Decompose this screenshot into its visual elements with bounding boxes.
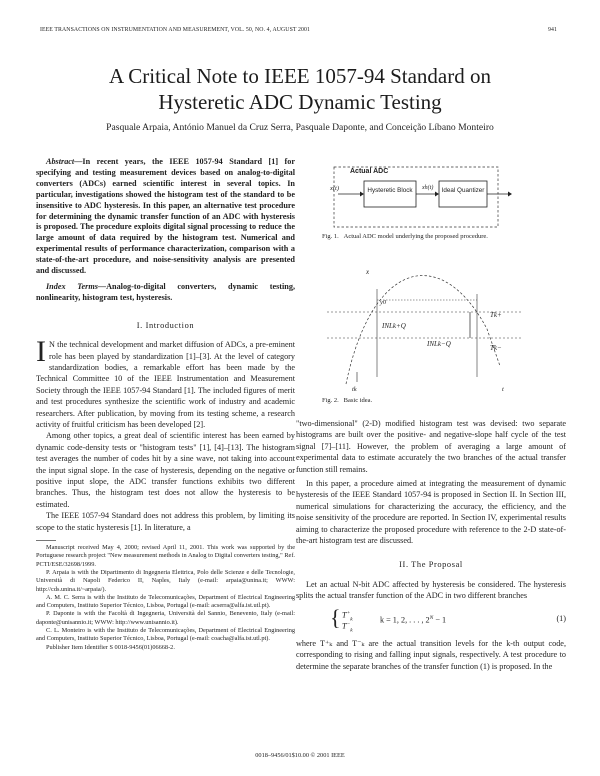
equation-number: (1) bbox=[556, 613, 566, 623]
copyright-footer: 0018–9456/01$10.00 © 2001 IEEE bbox=[255, 752, 345, 759]
right-column bbox=[296, 418, 566, 672]
figure-2-diagram bbox=[322, 254, 554, 394]
journal-header: IEEE TRANSACTIONS ON INSTRUMENTATION AND MEASUREMENT, VOL. 50, NO. 4, AUGUST 2001 bbox=[40, 27, 310, 33]
equation-brace: { bbox=[330, 604, 341, 630]
index-terms bbox=[36, 282, 295, 304]
section-heading-proposal: II. The Proposal bbox=[399, 560, 463, 570]
footnote: P. Arpaia is with the Dipartimento di Ingegneria Elettrica, Polo delle Scienze e delle Tecnologie, Università di Napoli Federico II, Naples, Italy (e-mail: arpaia@unina.it; WWW: http://cds.unina.it/~arpaia/). bbox=[36, 568, 295, 593]
fig2-y0-label: y0 bbox=[380, 299, 387, 306]
eq-minus: − 1 bbox=[435, 615, 447, 625]
page-number: 941 bbox=[548, 27, 557, 33]
author-list: Pasquale Arpaia, António Manuel da Cruz Serra, Pasquale Daponte, and Conceição Líbano Monteiro bbox=[106, 122, 494, 133]
input-arrowhead bbox=[360, 192, 364, 197]
fig1-caption-number: Fig. 1. bbox=[322, 233, 339, 240]
ideal-quantizer-block bbox=[439, 181, 487, 207]
fig2-caption-text: Basic idea. bbox=[343, 397, 373, 404]
ideal-quantizer-label: Ideal Quantizer bbox=[441, 187, 485, 194]
proposal-paragraph-1: Let an actual N-bit ADC affected by hysteresis be considered. The hysteresis splits the actual transfer function of the ADC in two different branches bbox=[296, 579, 566, 601]
section-heading-introduction: I. Introduction bbox=[136, 320, 195, 330]
footnotes bbox=[36, 544, 295, 652]
intro-paragraph-5: In this paper, a procedure aimed at integrating the measurement of dynamic hysteresis of the IEEE Standard 1057-94 is proposed in Section II. In Section III, numerical simulations for characterizing the accuracy, the efficiency, and the noise sensitivity of the procedure are reported. In Section IV, experimental results aiming to characterize the proposed procedure with reference to the 2-D state-of-the-art histogram test are discussed. bbox=[296, 479, 566, 546]
fig1-mid-label: xh(t) bbox=[422, 185, 434, 191]
fig2-inl-lower-label: INLk−Q bbox=[427, 340, 451, 348]
middle-arrowhead bbox=[435, 192, 439, 197]
intro-paragraph-1 bbox=[36, 335, 295, 430]
fig2-caption-number: Fig. 2. bbox=[322, 397, 339, 404]
footnote-rule bbox=[36, 540, 56, 541]
fig2-t-label: t bbox=[502, 386, 504, 393]
hysteretic-block-label: Hysteretic Block bbox=[367, 187, 413, 194]
fig2-tk-label: tk bbox=[352, 386, 357, 393]
footnote: Manuscript received May 4, 2000; revised April 11, 2001. This work was supported by the Portuguese research project "New measurement methods in Analog to Digital converters testing," Ref. PCTI/ESE/32698/1999. bbox=[36, 544, 295, 568]
fig2-x-label: x bbox=[366, 268, 370, 276]
abstract-label: Abstract— bbox=[46, 157, 83, 166]
figure-1-diagram bbox=[322, 157, 552, 239]
drop-cap: I bbox=[36, 335, 46, 369]
index-terms-text: Analog-to-digital converters, dynamic testing, nonlinearity, histogram test, hysteresis. bbox=[36, 281, 296, 302]
hysteretic-block bbox=[364, 181, 416, 207]
fig1-title: Actual ADC bbox=[350, 168, 389, 175]
index-terms-label: Index Terms— bbox=[46, 281, 107, 291]
footnote: C. L. Monteiro is with the Instituto de Telecomunicações, Department of Electrical Engineering and Computers, Instituto Superior Técnico, Lisboa, Portugal (e-mail: coacha@alfa.ist.utl.pt). bbox=[36, 627, 295, 643]
abstract bbox=[36, 157, 295, 277]
proposal-paragraph-2: where T⁺ₖ and T⁻ₖ are the actual transition levels for the k-th output code, corresponding to rising and falling input signals, respectively. A test procedure to determine the separate branches of the transfer function (1) is proposed. In the bbox=[296, 638, 566, 671]
intro-paragraph-1-text: N the technical development and market diffusion of ADCs, a pre-eminent role has been played by standardization [1]–[3]. At the level of category standardization bodies, a remarkable effort has been made by the Technical Committee 10 of the IEEE Instrumentation and Measurement Society through the IEEE 1057-94 Standard [1]. The included figures of merit and test procedures synthesize the scientific work of industry and academic researchers. After publication, by moving from its testing scheme, a research activity of fruitful criticism has been developed [2]. bbox=[36, 340, 295, 430]
paper-title-line1: A Critical Note to IEEE 1057-94 Standard on bbox=[108, 64, 491, 88]
intro-paragraph-4: "two-dimensional" (2-D) modified histogram test was devised: two separate histograms are built over the positive- and negative-slope half cycle of the test signal [7]–[11]. However, the problem of averaging a large amount of experimental data to estimate accurately the two branches of the actual transfer function still remains. bbox=[296, 419, 566, 474]
intro-paragraph-2: Among other topics, a great deal of scientific interest has been earned by dynamic code-density tests or "histogram tests" [1], [4]–[13]. The histogram test averages the number of codes hit by a sine wave, not taking into account the input signal slope. In the case of hysteresis, depending on the negative or positive input slope, the ADC transfer functions exhibits two different branches. Thus, the histogram test does not allow the hysteresis to be estimated. bbox=[36, 431, 295, 509]
figure-2-caption bbox=[322, 397, 372, 404]
output-arrowhead bbox=[508, 192, 512, 197]
eq-sup: N bbox=[429, 614, 434, 621]
fig1-input-label: x(t) bbox=[330, 185, 340, 192]
footnote: A. M. C. Serra is with the Instituto de Telecomunicações, Department of Electrical Engineering and Computers, Instituto Superior Técnico, Lisboa, Portugal (e-mail: acserra@alfa.ist.utl.pt). bbox=[36, 593, 295, 610]
fig2-t-upper-label: Tk+ bbox=[490, 311, 502, 319]
paper-title-line2: Hysteretic ADC Dynamic Testing bbox=[158, 90, 442, 114]
intro-paragraph-3: The IEEE 1057-94 Standard does not address this problem, by limiting its scope to the static hysteresis [1]. In literature, a bbox=[36, 511, 295, 532]
footnote: Publisher Item Identifier S 0018-9456(01)06668-2. bbox=[46, 643, 175, 651]
eq-index-range bbox=[380, 613, 446, 626]
abstract-text: In recent years, the IEEE 1057-94 Standard [1] for specifying and testing measurement devices based on analog-to-digital converters (ADCs) earned scientific interest in several topics. In particular, investigations showed the histogram test of the standard to be insensitive to ADC hysteresis. In this paper, an alternative test procedure for determining the dynamic transfer function of an ADC with hysteresis is proposed. The procedure exploits digital signal processing to reduce the large amount of data required by the histogram test. Numerical and experimental results of performance characterization, comparison with a state-of-the-art procedure, and noise-sensitivity analysis are presented and discussed. bbox=[36, 157, 295, 276]
eq-k-text: k = 1, 2, . . . , 2 bbox=[380, 615, 430, 625]
eq-t-plus: $T^+_k$ bbox=[342, 609, 353, 623]
fig1-caption-text: Actual ADC model underlying the proposed procedure. bbox=[343, 233, 488, 240]
left-column bbox=[36, 157, 295, 652]
fig2-t-lower-label: Tk− bbox=[490, 344, 502, 352]
footnote: P. Daponte is with the Facoltà di Ingegneria, Università del Sannio, Benevento, Italy (e-mail: daponte@unisannio.it; WWW: http://www.unisannio.it). bbox=[36, 610, 295, 626]
equation-1 bbox=[296, 605, 566, 635]
fig2-inl-upper-label: INLk+Q bbox=[382, 322, 406, 330]
figure-1-caption bbox=[322, 233, 488, 240]
eq-t-minus: $T^-_k$ bbox=[342, 620, 353, 634]
